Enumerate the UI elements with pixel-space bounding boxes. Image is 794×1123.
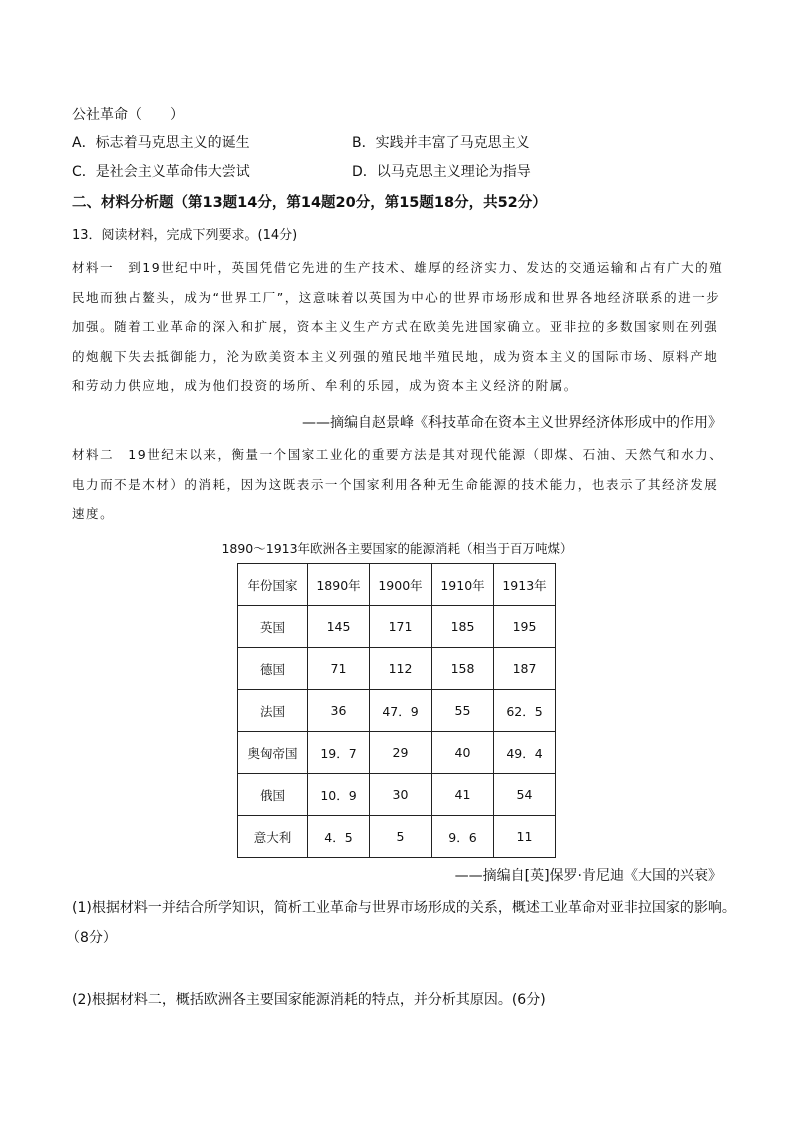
value-cell: 40 [432, 732, 494, 774]
value-cell: 4．5 [308, 816, 370, 858]
section-heading: 二、材料分析题（第13题14分，第14题20分，第15题18分，共52分） [72, 195, 547, 211]
material-2-source: ——摘编自[英]保罗·肯尼迪《大国的兴衰》 [454, 868, 722, 884]
value-cell: 62．5 [494, 690, 556, 732]
country-cell: 意大利 [238, 816, 308, 858]
value-cell: 41 [432, 774, 494, 816]
country-cell: 德国 [238, 648, 308, 690]
sub-question-1-score: （8分） [66, 930, 117, 946]
material-2-line: 材料二 19世纪末以来，衡量一个国家工业化的重要方法是其对现代能源（即煤、石油、天然气和水力、 [72, 447, 724, 462]
material-1-line: 民地而独占鳌头，成为“世界工厂”，这意味着以英国为中心的世界市场形成和世界各地经济联系的进一步 [72, 290, 721, 305]
table-row [238, 648, 556, 690]
value-cell: 10．9 [308, 774, 370, 816]
option-c: C．是社会主义革命伟大尝试 [72, 164, 250, 180]
table-row [238, 732, 556, 774]
table-row [238, 690, 556, 732]
header-cell: 1890年 [308, 564, 370, 606]
sub-question-2: (2)根据材料二，概括欧洲各主要国家能源消耗的特点，并分析其原因。(6分) [72, 992, 546, 1008]
country-cell: 法国 [238, 690, 308, 732]
header-cell: 1913年 [494, 564, 556, 606]
table-row [238, 606, 556, 648]
value-cell: 71 [308, 648, 370, 690]
value-cell: 145 [308, 606, 370, 648]
value-cell: 158 [432, 648, 494, 690]
question-stem-end: 公社革命（ ） [72, 107, 184, 123]
material-1-source: ——摘编自赵景峰《科技革命在资本主义世界经济体形成中的作用》 [302, 415, 722, 431]
country-cell: 俄国 [238, 774, 308, 816]
value-cell: 29 [370, 732, 432, 774]
table-row [238, 774, 556, 816]
material-2-line: 电力而不是木材）的消耗，因为这既表示一个国家利用各种无生命能源的技术能力，也表示了其经济发展 [72, 477, 719, 492]
sub-question-1: (1)根据材料一并结合所学知识，简析工业革命与世界市场形成的关系，概述工业革命对亚非拉国家的影响。 [72, 900, 736, 916]
question-13-title: 13．阅读材料，完成下列要求。(14分) [72, 228, 298, 243]
country-cell: 奥匈帝国 [238, 732, 308, 774]
header-cell: 1900年 [370, 564, 432, 606]
table-caption: 1890～1913年欧洲各主要国家的能源消耗（相当于百万吨煤） [221, 541, 573, 556]
value-cell: 55 [432, 690, 494, 732]
energy-table [237, 563, 556, 858]
material-1-line: 材料一 到19世纪中叶，英国凭借它先进的生产技术、雄厚的经济实力、发达的交通运输和占有广大的殖 [72, 260, 724, 275]
option-b: B．实践并丰富了马克思主义 [352, 135, 530, 151]
value-cell: 185 [432, 606, 494, 648]
country-cell: 英国 [238, 606, 308, 648]
value-cell: 19．7 [308, 732, 370, 774]
table-row [238, 816, 556, 858]
value-cell: 11 [494, 816, 556, 858]
value-cell: 54 [494, 774, 556, 816]
value-cell: 171 [370, 606, 432, 648]
material-1-line: 加强。随着工业革命的深入和扩展，资本主义生产方式在欧美先进国家确立。亚非拉的多数国家则在列强 [72, 319, 719, 334]
value-cell: 36 [308, 690, 370, 732]
value-cell: 187 [494, 648, 556, 690]
option-d: D．以马克思主义理论为指导 [352, 164, 531, 180]
value-cell: 195 [494, 606, 556, 648]
value-cell: 112 [370, 648, 432, 690]
value-cell: 47．9 [370, 690, 432, 732]
option-a: A．标志着马克思主义的诞生 [72, 135, 250, 151]
value-cell: 49．4 [494, 732, 556, 774]
value-cell: 5 [370, 816, 432, 858]
material-1-line: 的炮舰下失去抵御能力，沦为欧美资本主义列强的殖民地半殖民地，成为资本主义的国际市场、原料产地 [72, 349, 719, 364]
material-1-line: 和劳动力供应地，成为他们投资的场所、牟利的乐园，成为资本主义经济的附属。 [72, 378, 578, 393]
value-cell: 30 [370, 774, 432, 816]
value-cell: 9．6 [432, 816, 494, 858]
material-2-line: 速度。 [72, 506, 115, 521]
header-cell: 1910年 [432, 564, 494, 606]
table-header-row [238, 564, 556, 606]
header-cell: 年份国家 [238, 564, 308, 606]
